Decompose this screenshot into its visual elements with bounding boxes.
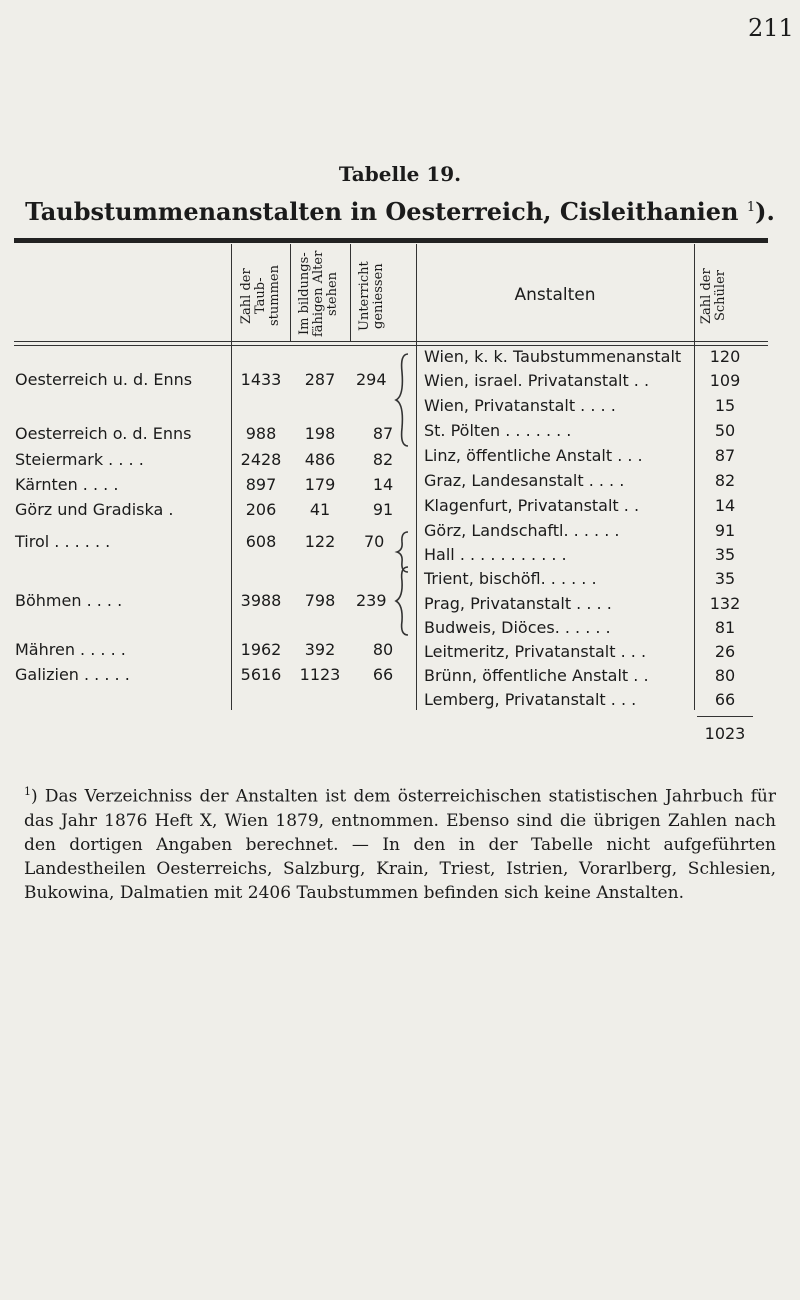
institution-name: Lemberg, Privatanstalt . . . bbox=[424, 690, 637, 709]
title-footnote-marker: 1 bbox=[746, 200, 756, 215]
institution-name: St. Pölten . . . . . . . bbox=[424, 421, 572, 440]
footnote-text: ) Das Verzeichniss der Anstalten ist dem österreichischen statistischen Jahrbuch für das Jahr 1876 Heft X, Wien 1879, entnommen. Ebenso sind die übrigen Zahlen nach den dortigen Angaben berechnet. — In den in der Tabelle nicht aufgeführten Landestheilen Oesterreichs, Salzburg, Krain, Triest, Istrien, Vorarlberg, Schlesien, Bukowina, Dalmatien mit 2406 Taubstummen befinden sich keine Anstalten. bbox=[24, 786, 776, 903]
page-number: 211 bbox=[748, 14, 794, 42]
title-closing: ). bbox=[755, 197, 775, 226]
institution-schueler: 35 bbox=[714, 569, 736, 588]
institution-schueler: 66 bbox=[714, 690, 736, 709]
region-taubstumme: 2428 bbox=[240, 450, 282, 469]
footnote bbox=[24, 780, 776, 905]
region-name: Oesterreich o. d. Enns bbox=[15, 424, 192, 443]
total-schueler: 1023 bbox=[704, 724, 746, 743]
institution-name: Graz, Landesanstalt . . . . bbox=[424, 471, 625, 490]
region-bildungsfaehig: 198 bbox=[304, 424, 336, 443]
region-name: Oesterreich u. d. Enns bbox=[15, 370, 193, 389]
region-unterricht: 239 bbox=[356, 591, 387, 610]
region-name: Mähren . . . . . bbox=[15, 640, 126, 659]
region-bildungsfaehig: 122 bbox=[304, 532, 336, 551]
region-name: Görz und Gradiska . bbox=[15, 500, 174, 519]
institution-schueler: 26 bbox=[714, 642, 736, 661]
column-divider bbox=[416, 244, 417, 710]
region-taubstumme: 1433 bbox=[240, 370, 282, 389]
institution-schueler: 14 bbox=[714, 496, 736, 515]
institution-schueler: 80 bbox=[714, 666, 736, 685]
header-bildungsfaehig: Im bildungs- fähigen Alter stehen bbox=[297, 250, 340, 338]
region-name: Böhmen . . . . bbox=[15, 591, 123, 610]
region-unterricht: 80 bbox=[372, 640, 394, 659]
institution-name: Leitmeritz, Privatanstalt . . . bbox=[424, 642, 647, 661]
region-bildungsfaehig: 798 bbox=[304, 591, 336, 610]
region-bildungsfaehig: 486 bbox=[304, 450, 336, 469]
brace-boehmen bbox=[394, 565, 414, 641]
institution-schueler: 50 bbox=[714, 421, 736, 440]
brace-wien bbox=[394, 352, 414, 452]
title-text: Taubstummenanstalten in Oesterreich, Cisleithanien bbox=[25, 197, 739, 226]
institution-name: Linz, öffentliche Anstalt . . . bbox=[424, 446, 643, 465]
region-name: Tirol . . . . . . bbox=[15, 532, 111, 551]
region-unterricht: 14 bbox=[372, 475, 394, 494]
region-taubstumme: 1962 bbox=[240, 640, 282, 659]
table-top-rule bbox=[14, 238, 768, 243]
institution-name: Trient, bischöfl. . . . . . bbox=[424, 569, 597, 588]
region-taubstumme: 206 bbox=[245, 500, 277, 519]
region-unterricht: 91 bbox=[372, 500, 394, 519]
region-name: Galizien . . . . . bbox=[15, 665, 130, 684]
region-bildungsfaehig: 1123 bbox=[299, 665, 341, 684]
total-rule bbox=[697, 716, 753, 717]
institution-schueler: 91 bbox=[714, 521, 736, 540]
table-label: Tabelle 19. bbox=[338, 162, 462, 186]
region-name: Steiermark . . . . bbox=[15, 450, 144, 469]
institution-name: Budweis, Diöces. . . . . . bbox=[424, 618, 611, 637]
institution-name: Görz, Landschaftl. . . . . . bbox=[424, 521, 620, 540]
page-title bbox=[0, 197, 800, 226]
region-unterricht: 70 bbox=[364, 532, 385, 551]
institution-schueler: 132 bbox=[709, 594, 741, 613]
region-unterricht: 66 bbox=[372, 665, 394, 684]
region-bildungsfaehig: 287 bbox=[304, 370, 336, 389]
footnote-marker: 1 bbox=[24, 785, 31, 798]
header-rule-1 bbox=[14, 341, 768, 342]
institution-name: Wien, k. k. Taubstummenanstalt bbox=[424, 347, 682, 366]
header-unterricht: Unterricht geniessen bbox=[357, 261, 386, 331]
region-bildungsfaehig: 392 bbox=[304, 640, 336, 659]
institution-schueler: 109 bbox=[709, 371, 741, 390]
region-unterricht: 87 bbox=[372, 424, 394, 443]
region-unterricht: 82 bbox=[372, 450, 394, 469]
region-taubstumme: 5616 bbox=[240, 665, 282, 684]
institution-schueler: 35 bbox=[714, 545, 736, 564]
institution-name: Brünn, öffentliche Anstalt . . bbox=[424, 666, 649, 685]
header-rule-2 bbox=[14, 345, 768, 346]
institution-schueler: 120 bbox=[709, 347, 741, 366]
institution-schueler: 81 bbox=[714, 618, 736, 637]
region-bildungsfaehig: 179 bbox=[304, 475, 336, 494]
institution-name: Hall . . . . . . . . . . . bbox=[424, 545, 567, 564]
region-taubstumme: 3988 bbox=[240, 591, 282, 610]
header-anstalten: Anstalten bbox=[514, 285, 596, 305]
institution-schueler: 87 bbox=[714, 446, 736, 465]
region-unterricht: 294 bbox=[356, 370, 387, 389]
region-name: Kärnten . . . . bbox=[15, 475, 119, 494]
column-divider bbox=[350, 244, 351, 341]
region-bildungsfaehig: 41 bbox=[309, 500, 331, 519]
institution-name: Prag, Privatanstalt . . . . bbox=[424, 594, 612, 613]
institution-schueler: 82 bbox=[714, 471, 736, 490]
region-taubstumme: 897 bbox=[245, 475, 277, 494]
header-schueler: Zahl der Schüler bbox=[699, 268, 728, 324]
institution-name: Wien, israel. Privatanstalt . . bbox=[424, 371, 650, 390]
institution-name: Wien, Privatanstalt . . . . bbox=[424, 396, 616, 415]
institution-name: Klagenfurt, Privatanstalt . . bbox=[424, 496, 640, 515]
region-taubstumme: 988 bbox=[245, 424, 277, 443]
column-divider bbox=[290, 244, 291, 341]
institution-schueler: 15 bbox=[714, 396, 736, 415]
header-taubstumme: Zahl der Taub- stummen bbox=[239, 265, 282, 327]
region-taubstumme: 608 bbox=[245, 532, 277, 551]
